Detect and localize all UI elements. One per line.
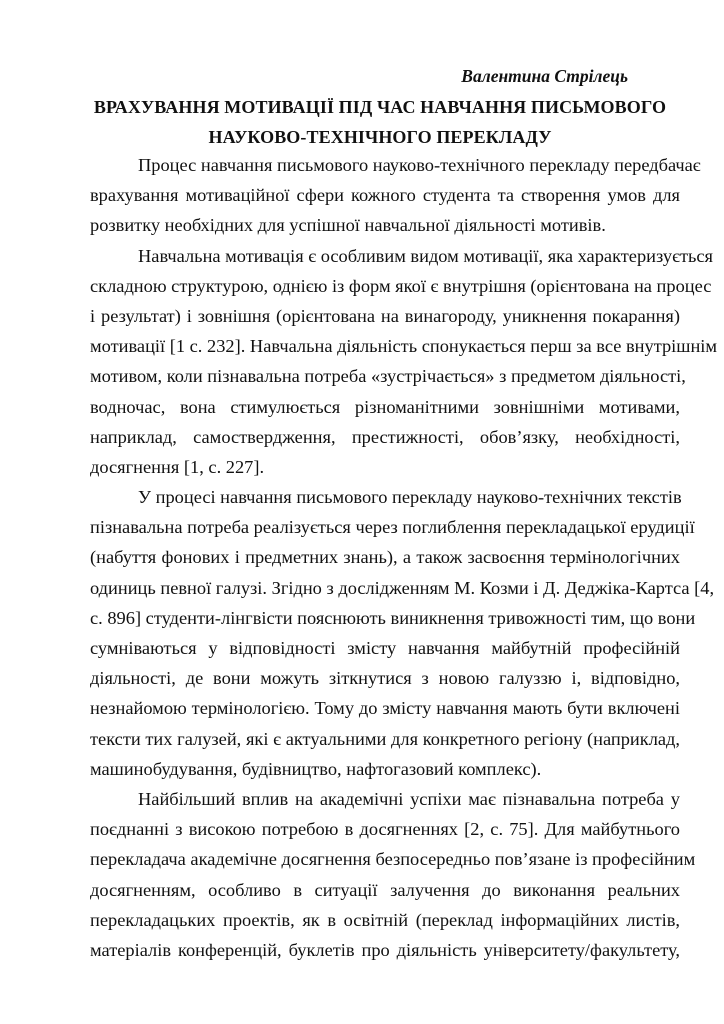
paragraph-2-line: досягнення [1, с. 227]. — [90, 456, 265, 477]
paragraph-3-line: одиниць певної галузі. Згідно з дослідженням М. Козми і Д. Деджіка-Картса [4, — [90, 577, 715, 598]
paragraph-1-line: врахування мотиваційної сфери кожного студента та створення умов для — [90, 185, 680, 206]
paragraph-2-line: мотивом, коли пізнавальна потреба «зустрічається» з предметом діяльності, — [90, 366, 686, 387]
paragraph-2-line: Навчальна мотивація є особливим видом мотивації, яка характеризується — [138, 245, 714, 266]
paragraph-3-line: (набуття фонових і предметних знань), а також засвоєння термінологічних — [90, 547, 680, 568]
paragraph-4-line: Найбільший вплив на академічні успіхи має пізнавальна потреба у — [138, 788, 680, 809]
body-text — [90, 150, 718, 965]
paragraph-3-line: тексти тих галузей, які є актуальними для конкретного регіону (наприклад, — [90, 728, 680, 749]
paragraph-4-line: перекладача академічне досягнення безпосередньо пов’язане із професійним — [90, 849, 696, 870]
paragraph-2-line: водночас, вона стимулюється різноманітними зовнішніми мотивами, — [90, 396, 680, 417]
paragraph-2-line: мотивації [1 с. 232]. Навчальна діяльність спонукається перш за все внутрішнім — [90, 336, 718, 357]
paragraph-3-line: пізнавальна потреба реалізується через поглиблення перекладацької ерудиції — [90, 517, 695, 538]
paragraph-2-line: наприклад, самоствердження, престижності, обов’язку, необхідності, — [90, 426, 680, 447]
paragraph-2-line: і результат) і зовнішня (орієнтована на винагороду, уникнення покарання) — [90, 305, 680, 326]
paragraph-4-line: матеріалів конференцій, буклетів про діяльність університету/факультету, — [90, 939, 680, 960]
paragraph-4-line: перекладацьких проектів, як в освітній (переклад інформаційних листів, — [90, 909, 680, 930]
paragraph-1-line: розвитку необхідних для успішної навчальної діяльності мотивів. — [90, 215, 606, 236]
paragraph-1-line: Процес навчання письмового науково-технічного перекладу передбачає — [138, 155, 701, 175]
paragraph-2-line: складною структурою, однією із форм якої є внутрішня (орієнтована на процес — [90, 275, 712, 296]
paragraph-4-line: поєднанні з високою потребою в досягненнях [2, с. 75]. Для майбутнього — [90, 819, 680, 840]
paragraph-3-line: діяльності, де вони можуть зіткнутися з новою галуззю і, відповідно, — [90, 668, 680, 689]
paragraph-3-line: машинобудування, будівництво, нафтогазовий комплекс). — [90, 758, 542, 779]
paragraph-3-line: сумніваються у відповідності змісту навчання майбутній професійній — [90, 638, 680, 658]
title-line-1: ВРАХУВАННЯ МОТИВАЦІЇ ПІД ЧАС НАВЧАННЯ ПИСЬМОВОГО — [93, 97, 667, 117]
paragraph-3-line: незнайомою термінологією. Тому до змісту навчання мають бути включені — [90, 698, 680, 719]
author-name: Валентина Стрілець — [461, 66, 628, 86]
paragraph-3-line: с. 896] студенти-лінгвісти пояснюють виникнення тривожності тим, що вони — [90, 607, 696, 628]
paragraph-4-line: досягненням, особливо в ситуації залучення до виконання реальних — [90, 879, 680, 900]
title-line-2: НАУКОВО-ТЕХНІЧНОГО ПЕРЕКЛАДУ — [208, 127, 552, 147]
paragraph-3-line: У процесі навчання письмового перекладу науково-технічних текстів — [138, 487, 682, 508]
